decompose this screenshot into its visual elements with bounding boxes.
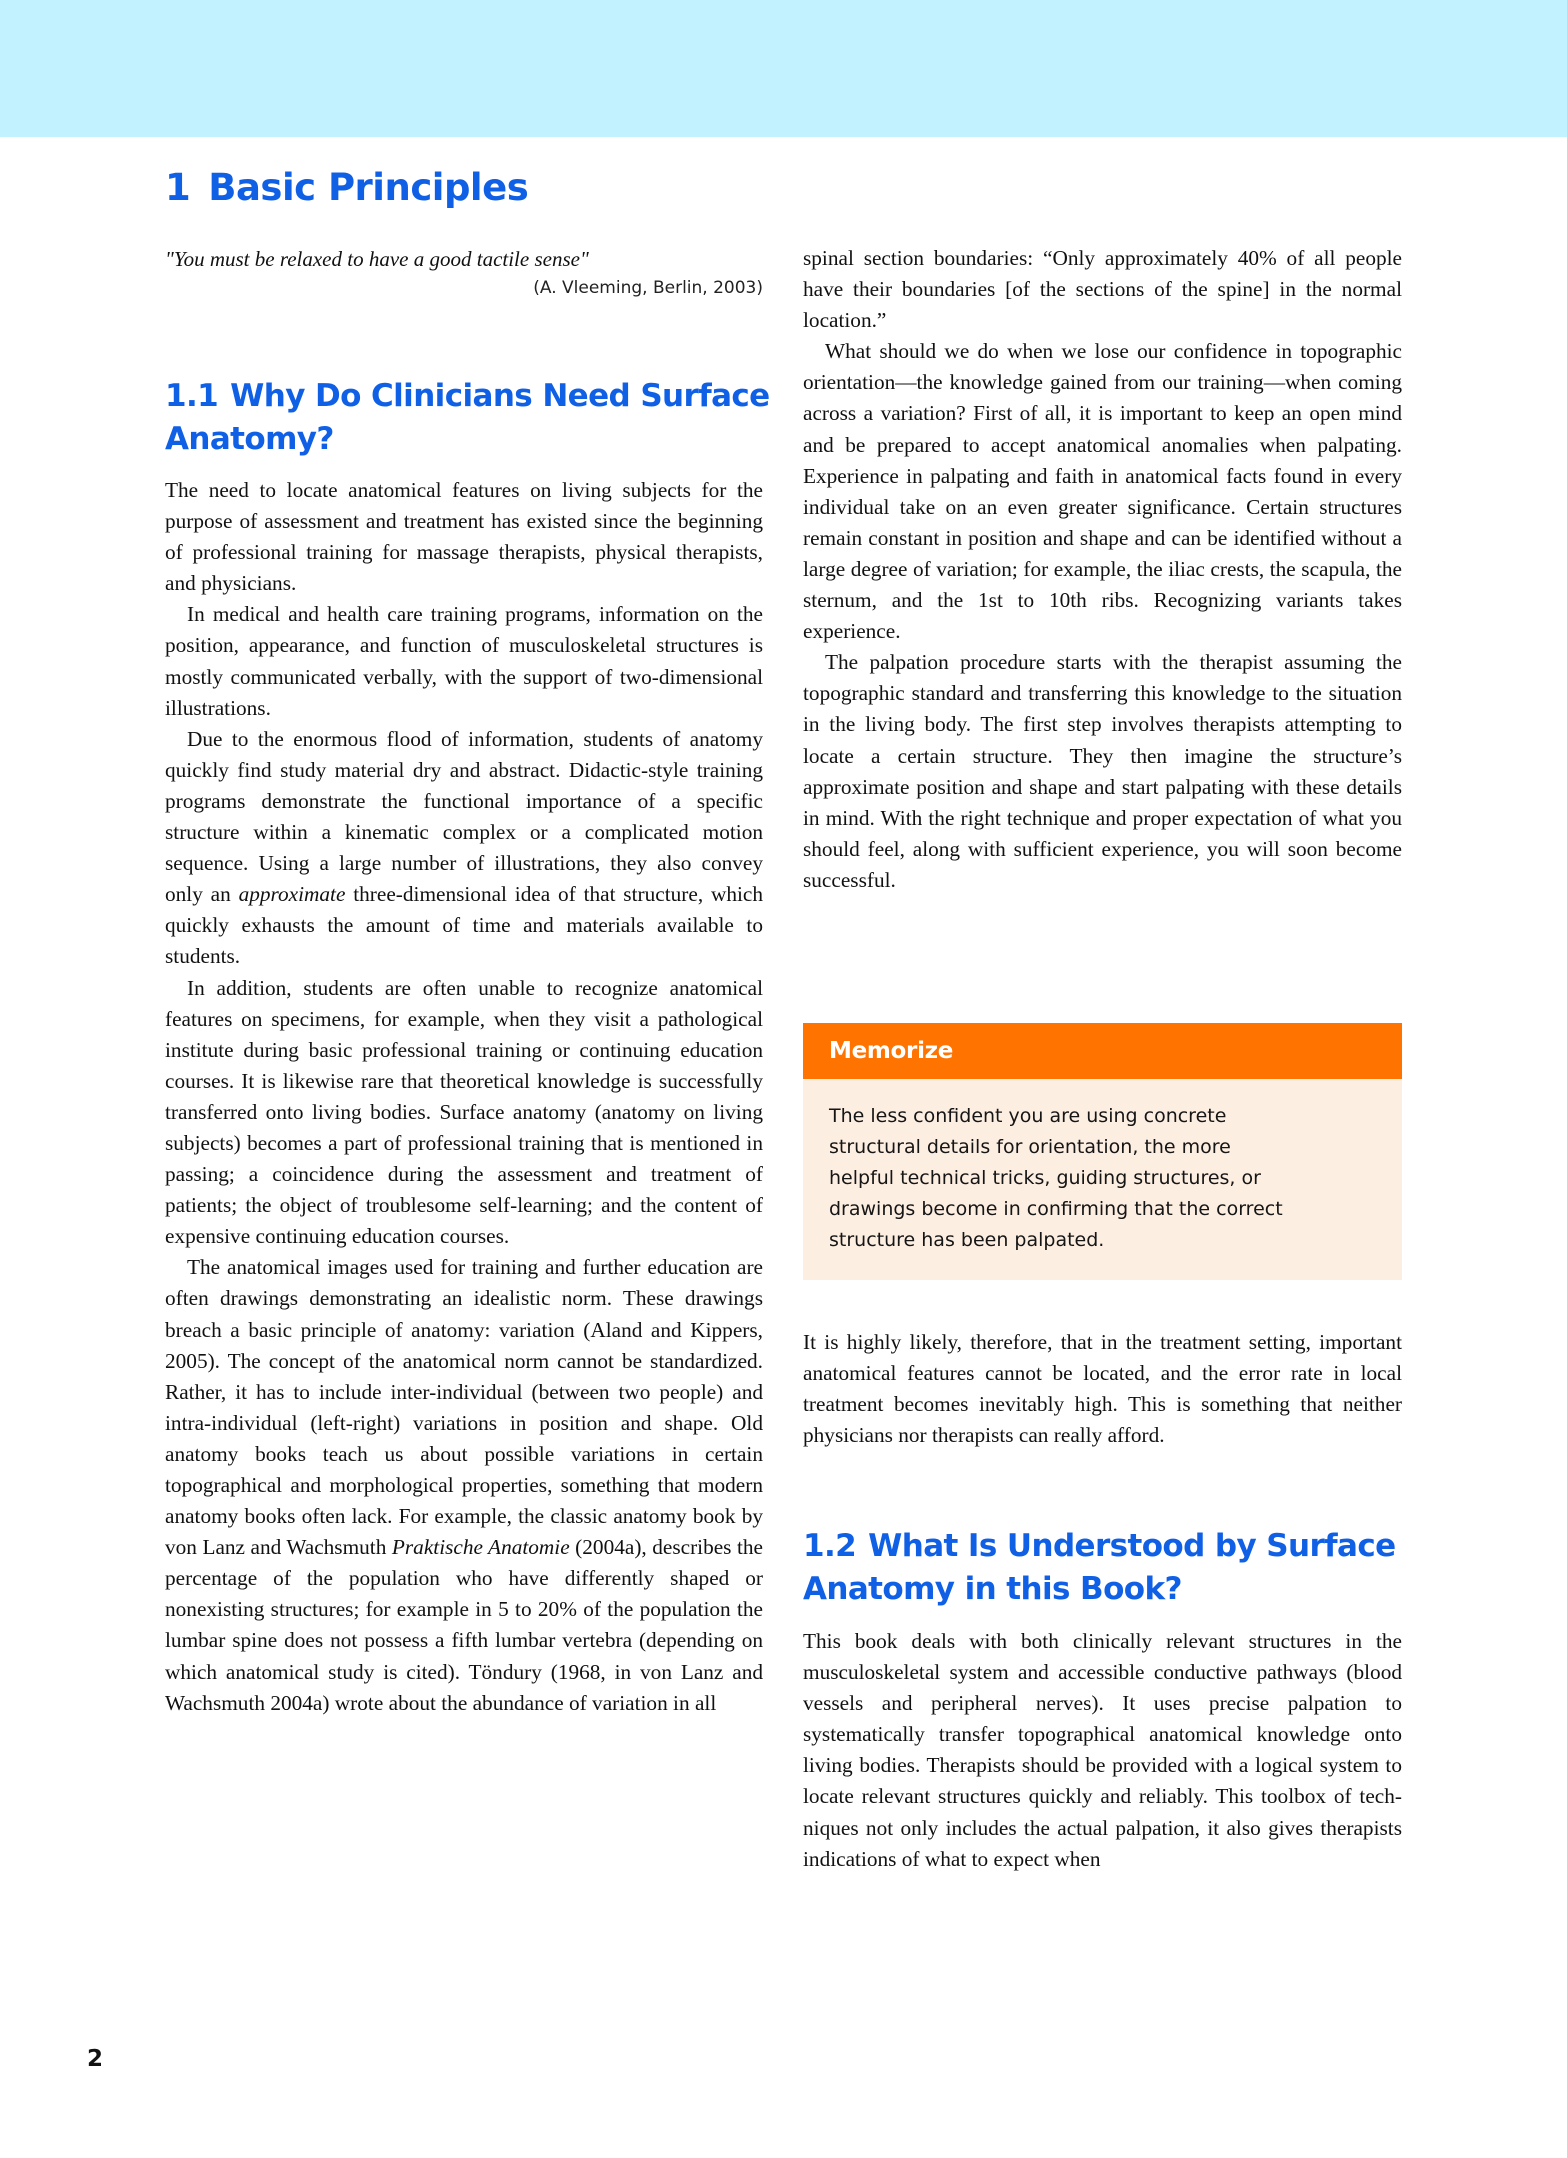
left-column — [165, 475, 763, 1719]
paragraph — [165, 1252, 763, 1718]
right-column-bottom — [803, 1626, 1402, 1875]
paragraph: The need to locate anatomical features on living subjects for the purpose of assessment and treatment has existed since the beginning of professional training for massage therapists, physical therapists, and physicians. — [165, 478, 763, 596]
epigraph-quote: "You must be relaxed to have a good tactile sense" — [165, 247, 589, 271]
epigraph — [165, 244, 763, 302]
emphasis: approximate — [238, 882, 346, 907]
paragraph-text: The anatomical images used for training and further education are often drawings demonstrating an idealistic norm. These drawings breach a basic principle of anatomy: variation (Aland and Kippers, 2005). The concept of the anatomical norm cannot be standardized. Rather, it has to include inter-individual (between two people) and intra-individual (left-right) variations in position and shape. Old anatomy books teach us about possible variations in certain topographical and morphological properties, something that modern anatomy books often lack. For example, the classic anatomy book by von Lanz and Wachsmuth — [165, 1255, 763, 1560]
section-number: 1.2 — [803, 1528, 857, 1564]
paragraph: What should we do when we lose our confidence in topographic orientation—the knowledge gained from our training—when coming across a variation? First of all, it is important to keep an open mind and be prepared to accept anatomical anomalies when palpating. Experience in palpating and faith in anatomical facts found in every individual take on an even greater significance. Certain structures remain constant in position and shape and can be identified without a large degree of variation; for example, the iliac crests, the scapula, the sternum, and the 1st to 10th ribs. Recognizing variants takes experience. — [803, 339, 1402, 644]
paragraph: spinal section boundaries: “Only approximately 40% of all people have their boundaries [of the sections of the spine] in the normal location.” — [803, 246, 1402, 333]
memorize-box — [803, 1023, 1402, 1280]
page-number: 2 — [87, 2046, 104, 2072]
memorize-title: Memorize — [803, 1023, 1402, 1079]
header-band — [0, 0, 1567, 137]
paragraph: In addition, students are often unable to recognize anatomical features on specimens, for example, when they visit a pathological institute during basic professional training or continuing education courses. It is likewise rare that theoretical knowledge is successfully transferred onto living bodies. Surface anatomy (anatomy on living subjects) becomes a part of professional training that is mentioned in passing; a coincidence during the assessment and treatment of patients; the object of troublesome self-learning; and the content of expensive continuing education courses. — [165, 975, 763, 1249]
chapter-number: 1 — [165, 166, 191, 209]
paragraph: In medical and health care training programs, information on the position, appearance, and function of musculoskeletal structures is mostly communicated verbally, with the support of two-dimensional illustrations. — [165, 602, 763, 720]
paragraph — [165, 724, 763, 973]
paragraph: The palpation procedure starts with the therapist assuming the topographic standard and transferring this knowledge to the situation in the living body. The first step involves therapists attempting to locate a certain structure. They then imagine the structure’s approximate position and shape and start palpating with these details in mind. With the right technique and proper expectation of what you should feel, along with sufficient experience, you will soon become successful. — [803, 650, 1402, 892]
book-title: Praktische Anatomie — [391, 1535, 570, 1560]
paragraph: This book deals with both clinically relevant structures in the musculoskeletal system and accessible conductive pathways (blood vessels and peripheral nerves). It uses precise palpation to systematically transfer topographical anatomical knowledge onto living bodies. Therapists should be provided with a logical system to locate relevant structures quickly and reliably. This toolbox of techniques not only includes the actual palpation, it also gives therapists indications of what to expect when — [803, 1629, 1402, 1871]
chapter-title — [165, 166, 528, 209]
section-number: 1.1 — [165, 378, 219, 414]
paragraph: It is highly likely, therefore, that in the treatment setting, important anatomical features cannot be located, and the error rate in local treatment becomes inevitably high. This is something that neither physicians nor therapists can really afford. — [803, 1330, 1402, 1448]
paragraph-text: three-dimensional idea of that structure, which quickly exhausts the amount of time and materials available to students. — [165, 882, 763, 969]
section-title: Why Do Clinicians Need Surface Anatomy? — [165, 378, 770, 457]
section-heading-1-2 — [803, 1525, 1413, 1611]
section-heading-1-1 — [165, 375, 775, 461]
right-column-top — [803, 243, 1402, 896]
chapter-title-text: Basic Principles — [208, 166, 529, 209]
section-title: What Is Understood by Surface Anatomy in this Book? — [803, 1528, 1396, 1607]
right-column-after-box — [803, 1327, 1402, 1451]
paragraph-text: (2004a), describes the percentage of the population who have differently shaped or nonexisting structures; for example in 5 to 20% of the population the lumbar spine does not possess a fifth lumbar vertebra (depending on which anatomical study is cited). Töndury (1968, in von Lanz and Wachsmuth 2004a) wrote about the abundance of variation in all — [165, 1535, 763, 1715]
memorize-text: The less confident you are using concrete structural details for orientation, the more helpful technical tricks, guiding structures, or drawings become in confirming that the correct structure has been palpated. — [829, 1105, 1283, 1251]
epigraph-attribution: (A. Vleeming, Berlin, 2003) — [533, 278, 763, 298]
paragraph-text: Due to the enormous flood of information, students of anatomy quickly find study material dry and abstract. Didactic-style training programs demonstrate the functional importance of a specific structure within a kinematic complex or a complicated motion sequence. Using a large number of illustrations, they also convey only an — [165, 726, 763, 907]
